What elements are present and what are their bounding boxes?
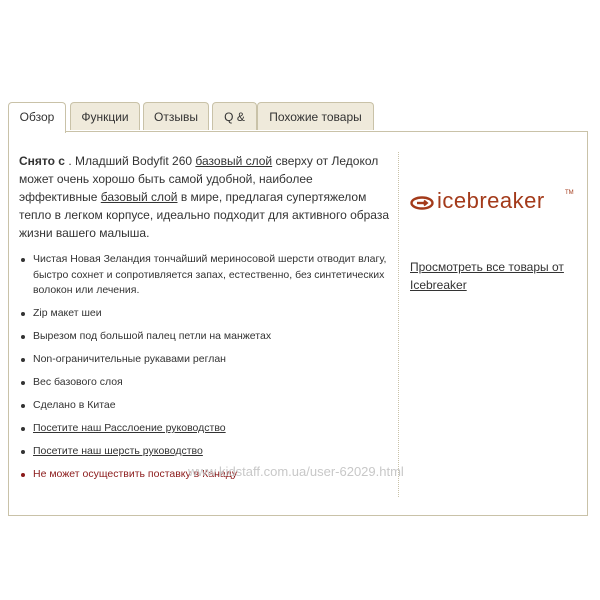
tab-bar: [8, 102, 588, 132]
list-item: Вес базового слоя: [19, 375, 389, 391]
intro-lead: Снято с: [19, 154, 65, 168]
list-item: [19, 444, 389, 460]
view-all-brand: [410, 258, 580, 294]
list-item: Чистая Новая Зеландия тончайший мериносовой шерсти отводит влагу, быстро сохнет и сопротивляется запах, естественно, без синтетических волокон или лечения.: [19, 252, 389, 299]
intro-text-1: . Младший Bodyfit 260: [64, 154, 196, 168]
tab-similar-products[interactable]: Похожие товары: [257, 102, 374, 130]
tab-features[interactable]: Функции: [70, 102, 140, 130]
intro-text-3: в мире, предлагая супертяжелом тепло в легком корпусе, идеально подходит для активного образа жизни вашего малыша.: [19, 190, 390, 240]
watermark: www.kidstaff.com.ua/user-62029.html: [188, 464, 404, 479]
icebreaker-mark-icon: [410, 196, 434, 210]
list-item: Non-ограничительные рукавами реглан: [19, 352, 389, 368]
brand-trademark: TM: [565, 190, 574, 196]
tab-reviews[interactable]: Отзывы: [143, 102, 209, 130]
tab-qa[interactable]: Q &: [212, 102, 257, 130]
wool-guide-link[interactable]: Посетите наш шерсть руководство: [33, 445, 203, 457]
column-divider: [398, 152, 399, 497]
intro-text-2: сверху от Ледокол может очень хорошо быть самой удобной, наиболее эффективные: [19, 154, 379, 204]
feature-list: [19, 252, 389, 483]
tab-overview[interactable]: Обзор: [8, 102, 66, 133]
view-all-icebreaker-link[interactable]: Просмотреть все товары от Icebreaker: [410, 260, 564, 292]
base-layer-link-2[interactable]: базовый слой: [100, 190, 178, 204]
list-item: Сделано в Китае: [19, 398, 389, 414]
intro-paragraph: [19, 152, 389, 242]
list-item: [19, 421, 389, 437]
shipping-restriction-notice: Не может осуществить поставку в Канаду: [19, 467, 389, 483]
base-layer-link-1[interactable]: базовый слой: [195, 154, 273, 168]
icebreaker-logo: [410, 188, 574, 220]
list-item: Вырезом под большой палец петли на манжетах: [19, 329, 389, 345]
tab-panel-overview: [8, 131, 588, 516]
product-description: [19, 152, 389, 490]
layering-guide-link[interactable]: Посетите наш Расслоение руководство: [33, 422, 226, 434]
brand-name: icebreaker: [437, 188, 545, 213]
list-item: Zip макет шеи: [19, 306, 389, 322]
